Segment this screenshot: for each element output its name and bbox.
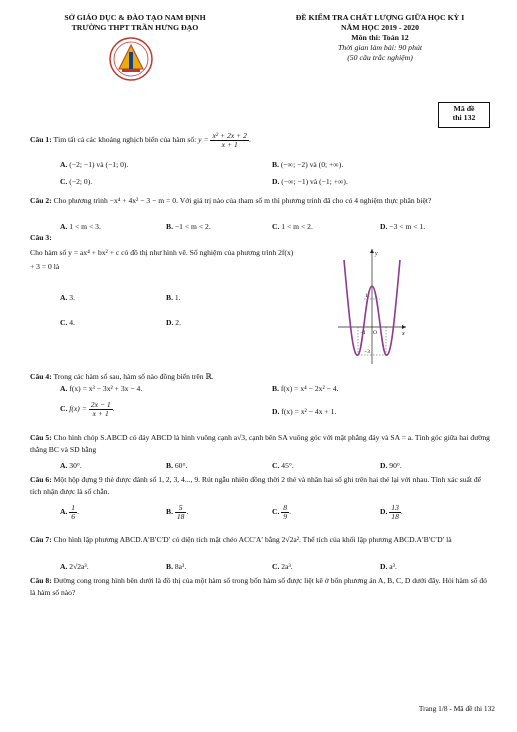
question-3 bbox=[30, 246, 298, 275]
tick-label-neg1: −1 bbox=[360, 330, 366, 336]
question-text: Cho hình chóp S.ABCD có đáy ABCD là hình vuông cạnh a√3, cạnh bên SA vuông góc với mặt phẳng đáy và SA = a. Tính góc giữa hai đường thẳng BC và SD bằng bbox=[30, 433, 490, 454]
q1-option-c[interactable]: C. (−2; 0). bbox=[60, 177, 93, 186]
q5-option-a[interactable]: A. 30°. bbox=[60, 461, 82, 470]
question-text: Một hộp đựng 9 thẻ được đánh số 1, 2, 3, 4..., 9. Rút ngẫu nhiên đồng thời 2 thẻ và nhân hai số ghi trên hai thẻ lại với nhau. Tính xác suất để tích nhận được là số chẵn. bbox=[30, 475, 482, 496]
question-count: (50 câu trắc nghiệm) bbox=[347, 52, 413, 62]
question-text: Cho hàm số y = ax⁴ + bx² + c có đồ thị như hình vẽ. Số nghiệm của phương trình 2f(x) + 3 = 0 là bbox=[30, 248, 294, 272]
exam-code-label: Mã đề bbox=[453, 104, 475, 113]
header-left bbox=[30, 13, 240, 32]
q3-option-c[interactable]: C. 4. bbox=[60, 318, 75, 327]
exam-code-box bbox=[438, 102, 490, 128]
q5-option-b[interactable]: B. 60°. bbox=[166, 461, 188, 470]
q3-option-b[interactable]: B. 1. bbox=[166, 293, 181, 302]
question-5: Câu 5: Cho hình chóp S.ABCD có đáy ABCD là hình vuông cạnh a√3, cạnh bên SA vuông góc với mặt phẳng đáy và SA = a. Tính góc giữa hai đường thẳng BC và SD bằng bbox=[30, 433, 490, 454]
q5-option-c[interactable]: C. 45°. bbox=[272, 461, 294, 470]
q2-option-a[interactable]: A. 1 < m < 3. bbox=[60, 222, 101, 231]
x-axis-label: x bbox=[402, 331, 405, 337]
q5-option-d[interactable]: D. 90°. bbox=[380, 461, 402, 470]
q3-function-graph bbox=[336, 246, 408, 366]
question-text: Tìm tất cả các khoảng nghịch biến của hàm số: bbox=[53, 135, 197, 145]
q7-option-c[interactable]: C. 2a³. bbox=[272, 562, 293, 571]
formula-lhs: y = bbox=[198, 135, 209, 145]
q3-option-d[interactable]: D. 2. bbox=[166, 318, 181, 327]
exam-title: ĐỀ KIỂM TRA CHẤT LƯỢNG GIỮA HỌC KỲ I bbox=[295, 13, 465, 22]
question-2: Câu 2: Cho phương trình −x⁴ + 4x² − 3 − m = 0. Với giá trị nào của tham số m thì phương trình đã cho có 4 nghiệm thực phân biệt? bbox=[30, 196, 432, 205]
q4-option-c[interactable]: C. f(x) = $\frac{2x - 1}{x + 1}$ . bbox=[60, 400, 115, 418]
question-1: Câu 1: Tìm tất cả các khoảng nghịch biến của hàm số: y = $\frac{\text{x² + 2x + 2}}{x + 1}$ . bbox=[30, 131, 251, 149]
q6-option-b[interactable]: B. $\frac{5}{18}$ . bbox=[166, 503, 189, 521]
subject: Môn thi: Toán 12 bbox=[351, 32, 409, 42]
q2-option-b[interactable]: B. −1 < m < 2. bbox=[166, 222, 211, 231]
q1-option-d[interactable]: D. (−∞; −1) và (−1; +∞). bbox=[272, 177, 348, 186]
question-8: Câu 8: Đường cong trong hình bên dưới là đồ thị của một hàm số trong bốn hàm số được liệt kê ở bốn phương án A, B, C, D dưới đây. Hỏi hàm số đó là hàm số nào? bbox=[30, 576, 487, 597]
exam-code-value: thi 132 bbox=[452, 112, 476, 122]
q1-option-a[interactable]: A. (−2; −1) và (−1; 0). bbox=[60, 160, 129, 169]
question-text: Trong các hàm số sau, hàm số nào đồng biến trên ℝ. bbox=[53, 372, 214, 381]
question-text: Cho hình lập phương ABCD.A′B′C′D′ có diện tích mặt chéo ACC′A′ bằng 2√2a². Thể tích của khối lập phương ABCD.A′B′C′D′ là bbox=[53, 535, 452, 544]
school-logo-icon bbox=[108, 36, 154, 82]
origin-label: O bbox=[373, 330, 377, 336]
tick-label-1: 1 bbox=[365, 293, 368, 299]
page-footer: Trang 1/8 - Mã đề thi 132 bbox=[418, 704, 495, 713]
question-4: Câu 4: Trong các hàm số sau, hàm số nào đồng biến trên ℝ. bbox=[30, 372, 214, 381]
q3-option-a[interactable]: A. 3. bbox=[60, 293, 75, 302]
question-text: Đường cong trong hình bên dưới là đồ thị của một hàm số trong bốn hàm số được liệt kê ở bốn phương án A, B, C, D dưới đây. Hỏi hàm số đó là hàm số nào? bbox=[30, 576, 487, 597]
q6-option-c[interactable]: C. $\frac{8}{9}$ . bbox=[272, 503, 291, 521]
tick-label-neg3: −3 bbox=[364, 349, 370, 355]
exam-time: Thời gian làm bài: 90 phút bbox=[337, 42, 423, 52]
header-right bbox=[250, 13, 510, 63]
question-3-label: Câu 3: bbox=[30, 233, 52, 242]
q2-option-c[interactable]: C. 1 < m < 2. bbox=[272, 222, 313, 231]
q6-option-d[interactable]: D. $\frac{13}{18}$ . bbox=[380, 503, 403, 521]
school-name: TRƯỜNG THPT TRẦN HƯNG ĐẠO bbox=[71, 22, 199, 32]
q7-option-d[interactable]: D. a³. bbox=[380, 562, 397, 571]
q4-option-d[interactable]: D. f(x) = x² − 4x + 1. bbox=[272, 407, 337, 416]
question-label: Câu 1: bbox=[30, 135, 52, 145]
y-axis-label: y bbox=[375, 251, 378, 257]
q6-option-a[interactable]: A. $\frac{1}{6}$ . bbox=[60, 503, 79, 521]
q4-option-a[interactable]: A. f(x) = x³ − 3x² + 3x − 4. bbox=[60, 384, 143, 393]
q1-option-b[interactable]: B. (−∞; −2) và (0; +∞). bbox=[272, 160, 344, 169]
q7-option-a[interactable]: A. 2√2a³. bbox=[60, 562, 89, 571]
q2-option-d[interactable]: D. −3 < m < 1. bbox=[380, 222, 426, 231]
q4-option-b[interactable]: B. f(x) = x⁴ − 2x² − 4. bbox=[272, 384, 339, 393]
question-text: Cho phương trình −x⁴ + 4x² − 3 − m = 0. Với giá trị nào của tham số m thì phương trình đã cho có 4 nghiệm thực phân biệt? bbox=[53, 196, 432, 205]
school-year: NĂM HỌC 2019 - 2020 bbox=[341, 22, 419, 32]
formula-fraction: $\frac{\text{x² + 2x + 2}}{x + 1}$ bbox=[212, 131, 247, 149]
question-7: Câu 7: Cho hình lập phương ABCD.A′B′C′D′ có diện tích mặt chéo ACC′A′ bằng 2√2a². Thể tích của khối lập phương ABCD.A′B′C′D′ là bbox=[30, 535, 452, 544]
q7-option-b[interactable]: B. 8a³. bbox=[166, 562, 187, 571]
question-6: Câu 6: Một hộp đựng 9 thẻ được đánh số 1, 2, 3, 4..., 9. Rút ngẫu nhiên đồng thời 2 thẻ và nhân hai số ghi trên hai thẻ lại với nhau. Tính xác suất để tích nhận được là số chẵn. bbox=[30, 475, 482, 496]
dept-name: SỞ GIÁO DỤC & ĐÀO TẠO NAM ĐỊNH bbox=[64, 13, 206, 22]
